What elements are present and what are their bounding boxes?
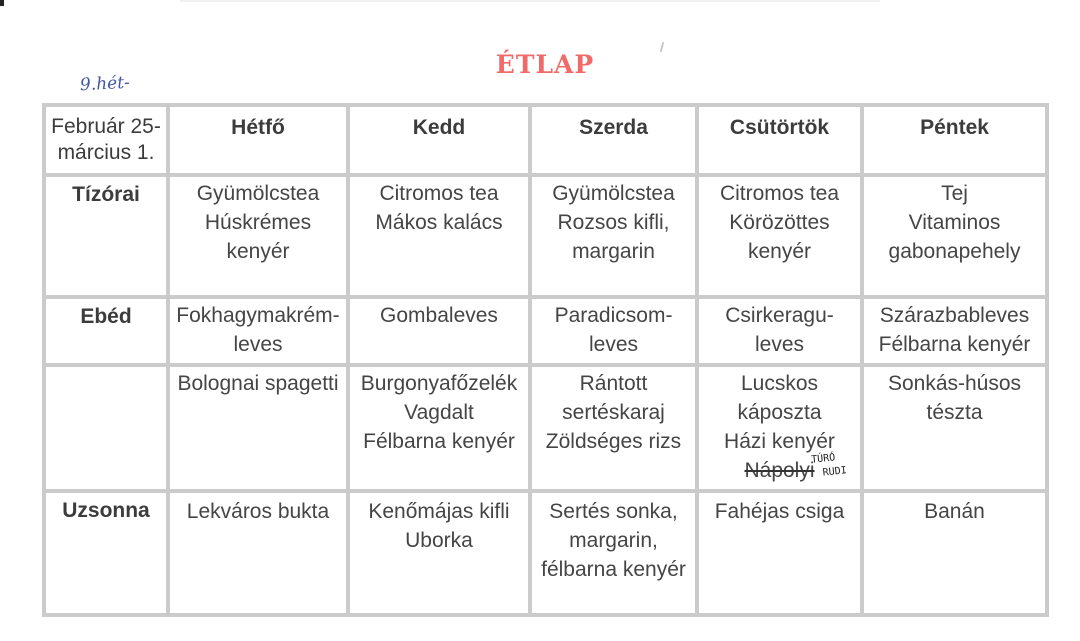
- period-line: Február 25-: [51, 115, 161, 138]
- menu-item: Sertés sonka,: [549, 500, 678, 523]
- menu-item: Banán: [924, 500, 985, 523]
- menu-cell: [862, 175, 1047, 297]
- menu-cell: [697, 175, 862, 297]
- menu-cell: [348, 365, 530, 491]
- menu-item: Citromos tea: [719, 182, 840, 205]
- handwritten-note-line: TÚRÓ: [810, 452, 836, 466]
- week-note-handwritten: 9.hét-: [79, 72, 131, 96]
- menu-cell: [530, 175, 697, 297]
- menu-item: tészta: [926, 401, 983, 424]
- menu-item: Tej: [941, 182, 968, 205]
- day-header-wednesday: Szerda: [530, 105, 697, 175]
- row-uzsonna: [44, 491, 1047, 615]
- menu-cell: [348, 297, 530, 365]
- handwritten-replacement-note: [811, 450, 848, 481]
- menu-cell: [862, 365, 1047, 491]
- period-line: március 1.: [57, 141, 155, 164]
- weekly-menu-table: [42, 103, 1049, 617]
- header-row: [44, 105, 1047, 175]
- menu-item: Szárazbableves: [879, 304, 1030, 327]
- row-tizorai: [44, 175, 1047, 297]
- menu-item: Lekváros bukta: [186, 500, 330, 523]
- menu-item: Sonkás-húsos: [887, 372, 1022, 395]
- menu-item-crossed-out: Nápolyi: [744, 459, 815, 482]
- day-header-tuesday: Kedd: [348, 105, 530, 175]
- scan-faint-line: [180, 0, 880, 2]
- day-header-thursday: Csütörtök: [697, 105, 862, 175]
- menu-item: gabonapehely: [888, 240, 1021, 263]
- menu-item: Paradicsom-: [554, 304, 673, 327]
- menu-item: sertéskaraj: [562, 401, 665, 424]
- menu-cell: [862, 297, 1047, 365]
- menu-item: Mákos kalács: [375, 211, 503, 234]
- menu-item: kenyér: [747, 240, 812, 263]
- menu-cell: [168, 491, 348, 615]
- menu-item: Lucskos: [740, 372, 819, 395]
- scan-edge-mark: [0, 0, 4, 6]
- menu-item: Vitaminos: [908, 211, 1001, 234]
- row-label-ebed: Ebéd: [44, 297, 168, 365]
- menu-item: Félbarna kenyér: [363, 430, 515, 453]
- menu-cell: [168, 297, 348, 365]
- menu-item: Gyümölcstea: [552, 182, 675, 205]
- menu-cell: [348, 491, 530, 615]
- menu-item: káposzta: [737, 401, 822, 424]
- day-header-friday: Péntek: [862, 105, 1047, 175]
- menu-item: Gombaleves: [380, 304, 498, 327]
- menu-item: margarin,: [569, 529, 658, 552]
- menu-title: ÉTLAP: [495, 50, 595, 79]
- menu-item: Kenőmájas kifli: [368, 500, 510, 523]
- period-cell: [44, 105, 168, 175]
- menu-cell: [862, 491, 1047, 615]
- menu-cell: [168, 175, 348, 297]
- day-header-monday: Hétfő: [168, 105, 348, 175]
- menu-cell: [530, 365, 697, 491]
- menu-item: Uborka: [405, 529, 473, 552]
- menu-item: Burgonyafőzelék: [360, 372, 518, 395]
- menu-cell: [697, 297, 862, 365]
- row-ebed-main: [44, 365, 1047, 491]
- menu-item: félbarna kenyér: [541, 558, 686, 581]
- menu-item: Bolognai spagetti: [177, 372, 339, 395]
- menu-item: Húskrémes: [204, 211, 312, 234]
- row-label-uzsonna: Uzsonna: [44, 491, 168, 615]
- menu-item: Házi kenyér: [724, 430, 835, 453]
- row-label-empty: [44, 365, 168, 491]
- menu-cell: [168, 365, 348, 491]
- menu-item: Félbarna kenyér: [878, 333, 1031, 356]
- menu-item: Fokhagymakrém-: [176, 304, 340, 327]
- menu-item: leves: [588, 333, 639, 356]
- menu-item: Körözöttes: [729, 211, 830, 234]
- menu-cell: [530, 297, 697, 365]
- row-ebed-soup: [44, 297, 1047, 365]
- menu-item: margarin: [572, 240, 655, 263]
- menu-item: leves: [233, 333, 283, 356]
- menu-cell: [697, 491, 862, 615]
- menu-item: Vagdalt: [404, 401, 474, 424]
- menu-item: kenyér: [226, 240, 290, 263]
- menu-item: Zöldséges rizs: [545, 430, 682, 453]
- menu-cell: [530, 491, 697, 615]
- row-label-tizorai: Tízórai: [44, 175, 168, 297]
- menu-item: Csirkeragu-: [725, 304, 834, 327]
- menu-cell: [348, 175, 530, 297]
- menu-item: Citromos tea: [379, 182, 499, 205]
- handwritten-note-line: RUDI: [822, 465, 848, 479]
- menu-item: Rántott: [579, 372, 648, 395]
- menu-item: leves: [754, 333, 805, 356]
- menu-item: Fahéjas csiga: [714, 500, 845, 523]
- menu-item: Rozsos kifli,: [557, 211, 670, 234]
- menu-item: Gyümölcstea: [196, 182, 320, 205]
